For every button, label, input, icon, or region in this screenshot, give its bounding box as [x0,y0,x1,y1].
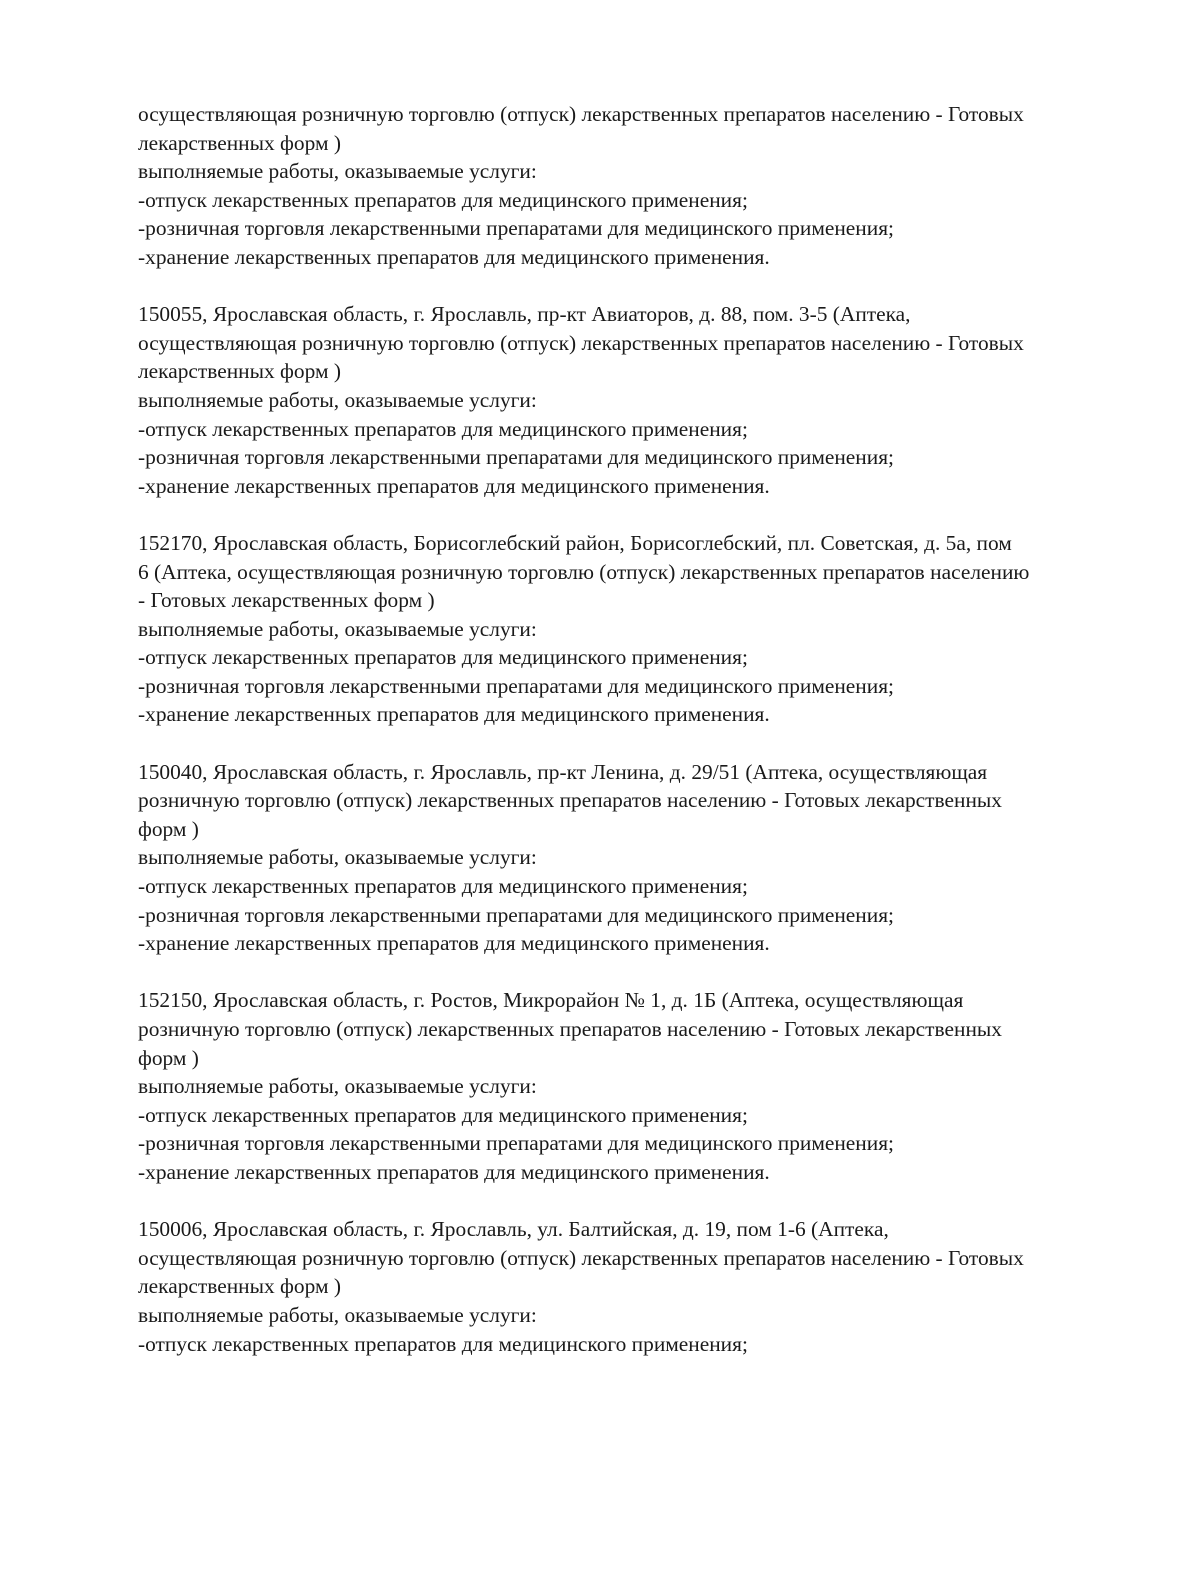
service-item: -отпуск лекарственных препаратов для медицинского применения; [138,416,748,441]
address-line: 152170, Ярославская область, Борисоглебский район, Борисоглебский, пл. Советская, д. 5а, пом [138,530,1012,555]
entry-address [138,758,1128,844]
address-line: розничную торговлю (отпуск) лекарственных препаратов населению - Готовых лекарственных [138,788,1002,813]
address-line: 150055, Ярославская область, г. Ярославль, пр-кт Авиаторов, д. 88, пом. 3-5 (Аптека, [138,302,911,327]
pharmacy-entry [138,1215,1128,1358]
entry-address [138,1215,1128,1301]
address-line: лекарственных форм ) [138,1274,341,1299]
address-line: 150006, Ярославская область, г. Ярославль, ул. Балтийская, д. 19, пом 1-6 (Аптека, [138,1217,889,1242]
address-line: осуществляющая розничную торговлю (отпуск) лекарственных препаратов населению - Готовых [138,330,1024,355]
service-item: -хранение лекарственных препаратов для медицинского применения. [138,1159,770,1184]
service-item: -хранение лекарственных препаратов для медицинского применения. [138,931,770,956]
address-line: розничную торговлю (отпуск) лекарственных препаратов населению - Готовых лекарственных [138,1017,1002,1041]
services-heading: выполняемые работы, оказываемые услуги: [138,1302,537,1327]
service-item: -отпуск лекарственных препаратов для медицинского применения; [138,874,748,899]
entry-address [138,100,1128,157]
service-item: -отпуск лекарственных препаратов для медицинского применения; [138,1102,748,1127]
service-item: -хранение лекарственных препаратов для медицинского применения. [138,473,770,498]
service-item: -отпуск лекарственных препаратов для медицинского применения; [138,645,748,670]
service-item: -отпуск лекарственных препаратов для медицинского применения; [138,1331,748,1356]
address-line: 152150, Ярославская область, г. Ростов, Микрорайон № 1, д. 1Б (Аптека, осуществляющая [138,988,964,1013]
services-heading: выполняемые работы, оказываемые услуги: [138,845,537,870]
service-item: -розничная торговля лекарственными препаратами для медицинского применения; [138,902,894,927]
address-line: лекарственных форм ) [138,130,341,155]
entry-address [138,986,1128,1072]
pharmacy-entry [138,758,1128,958]
services-heading: выполняемые работы, оказываемые услуги: [138,159,537,184]
services-heading: выполняемые работы, оказываемые услуги: [138,387,537,412]
services-heading: выполняемые работы, оказываемые услуги: [138,616,537,641]
service-item: -розничная торговля лекарственными препаратами для медицинского применения; [138,673,894,698]
address-line: осуществляющая розничную торговлю (отпуск) лекарственных препаратов населению - Готовых [138,1245,1024,1270]
service-item: -розничная торговля лекарственными препаратами для медицинского применения; [138,216,894,241]
pharmacy-entry [138,100,1128,272]
services-heading: выполняемые работы, оказываемые услуги: [138,1074,537,1099]
address-line: лекарственных форм ) [138,359,341,384]
entry-address [138,300,1128,386]
pharmacy-entry [138,529,1128,729]
document-page [138,100,1128,1387]
address-line: форм ) [138,1045,199,1070]
service-item: -хранение лекарственных препаратов для медицинского применения. [138,244,770,269]
service-item: -отпуск лекарственных препаратов для медицинского применения; [138,187,748,212]
address-line: 150040, Ярославская область, г. Ярославль, пр-кт Ленина, д. 29/51 (Аптека, осуществляющая [138,759,988,784]
address-line: форм ) [138,816,199,841]
service-item: -хранение лекарственных препаратов для медицинского применения. [138,702,770,727]
pharmacy-entry [138,300,1128,500]
entry-address [138,529,1128,615]
service-item: -розничная торговля лекарственными препаратами для медицинского применения; [138,1131,894,1156]
address-line: - Готовых лекарственных форм ) [138,588,435,613]
address-line: 6 (Аптека, осуществляющая розничную торговлю (отпуск) лекарственных препаратов населению [138,559,1030,584]
service-item: -розничная торговля лекарственными препаратами для медицинского применения; [138,445,894,470]
address-line: осуществляющая розничную торговлю (отпуск) лекарственных препаратов населению - Готовых [138,102,1024,126]
pharmacy-entry [138,986,1128,1186]
